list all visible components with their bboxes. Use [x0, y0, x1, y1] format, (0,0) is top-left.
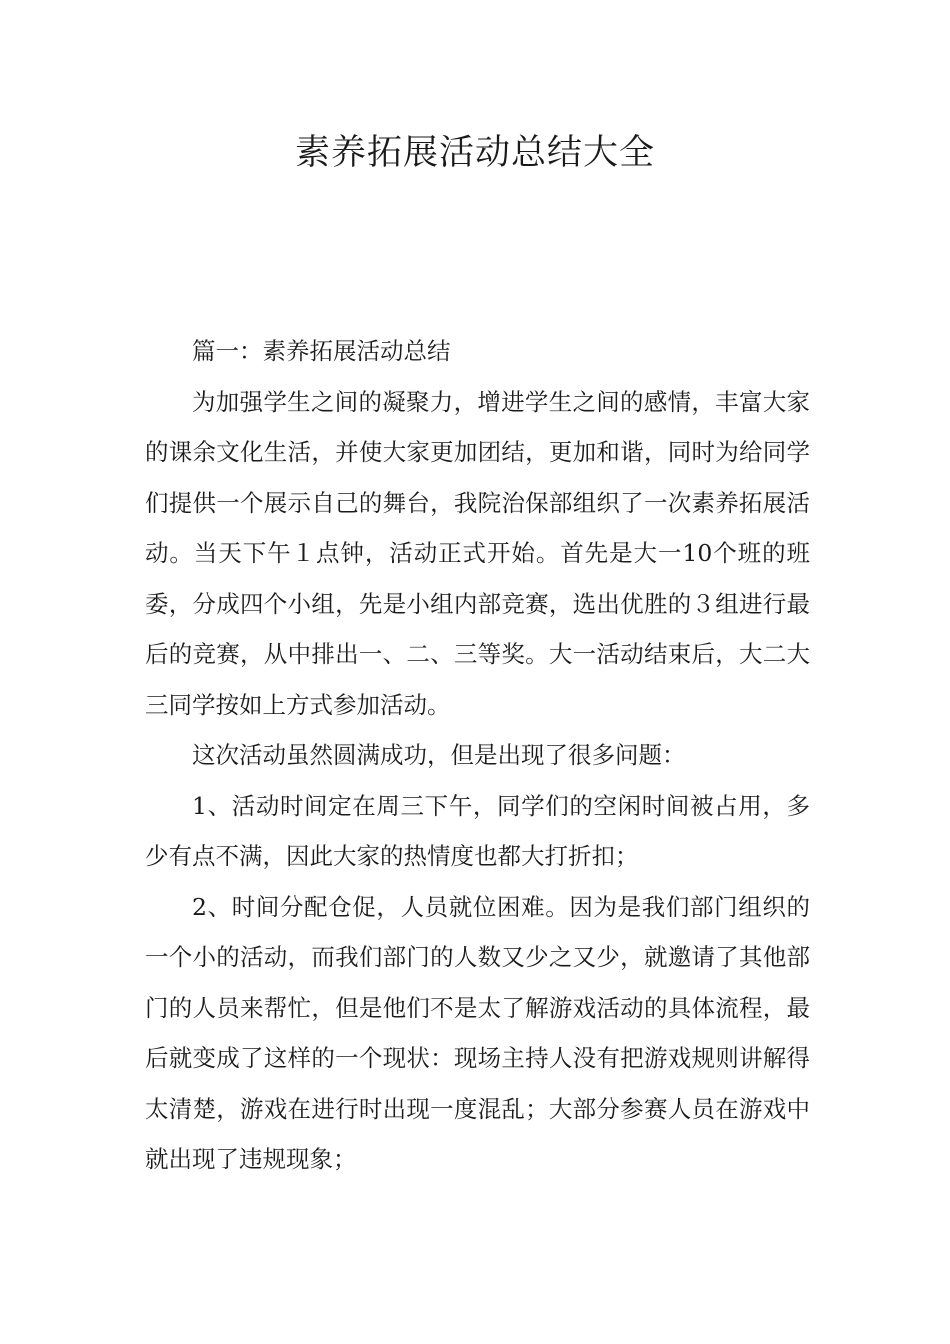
document-body: [145, 326, 810, 1185]
paragraph-problem-2: 2、时间分配仓促，人员就位困难。因为是我们部门组织的一个小的活动，而我们部门的人数又少之又少，就邀请了其他部门的人员来帮忙，但是他们不是太了解游戏活动的具体流程，最后就变成了这样的一个现状：现场主持人没有把游戏规则讲解得太清楚，游戏在进行时出现一度混乱；大部分参赛人员在游戏中就出现了违规现象；: [145, 892, 810, 1173]
paragraph-problems-intro: 这次活动虽然圆满成功，但是出现了很多问题：: [192, 741, 686, 769]
paragraph-problem-1: 1、活动时间定在周三下午，同学们的空闲时间被占用，多少有点不满，因此大家的热情度也都大打折扣；: [145, 791, 810, 870]
section-heading: 篇一：素养拓展活动总结: [192, 337, 451, 365]
document-title: 素养拓展活动总结大全: [294, 133, 655, 173]
paragraph-intro: 为加强学生之间的凝聚力，增进学生之间的感情，丰富大家的课余文化生活，并使大家更加团结，更加和谐，同时为给同学们提供一个展示自己的舞台，我院治保部组织了一次素养拓展活动。当天下午１点钟，活动正式开始。首先是大一10个班的班委，分成四个小组，先是小组内部竞赛，选出优胜的３组进行最后的竞赛，从中排出一、二、三等奖。大一活动结束后，大二大三同学按如上方式参加活动。: [145, 387, 810, 719]
